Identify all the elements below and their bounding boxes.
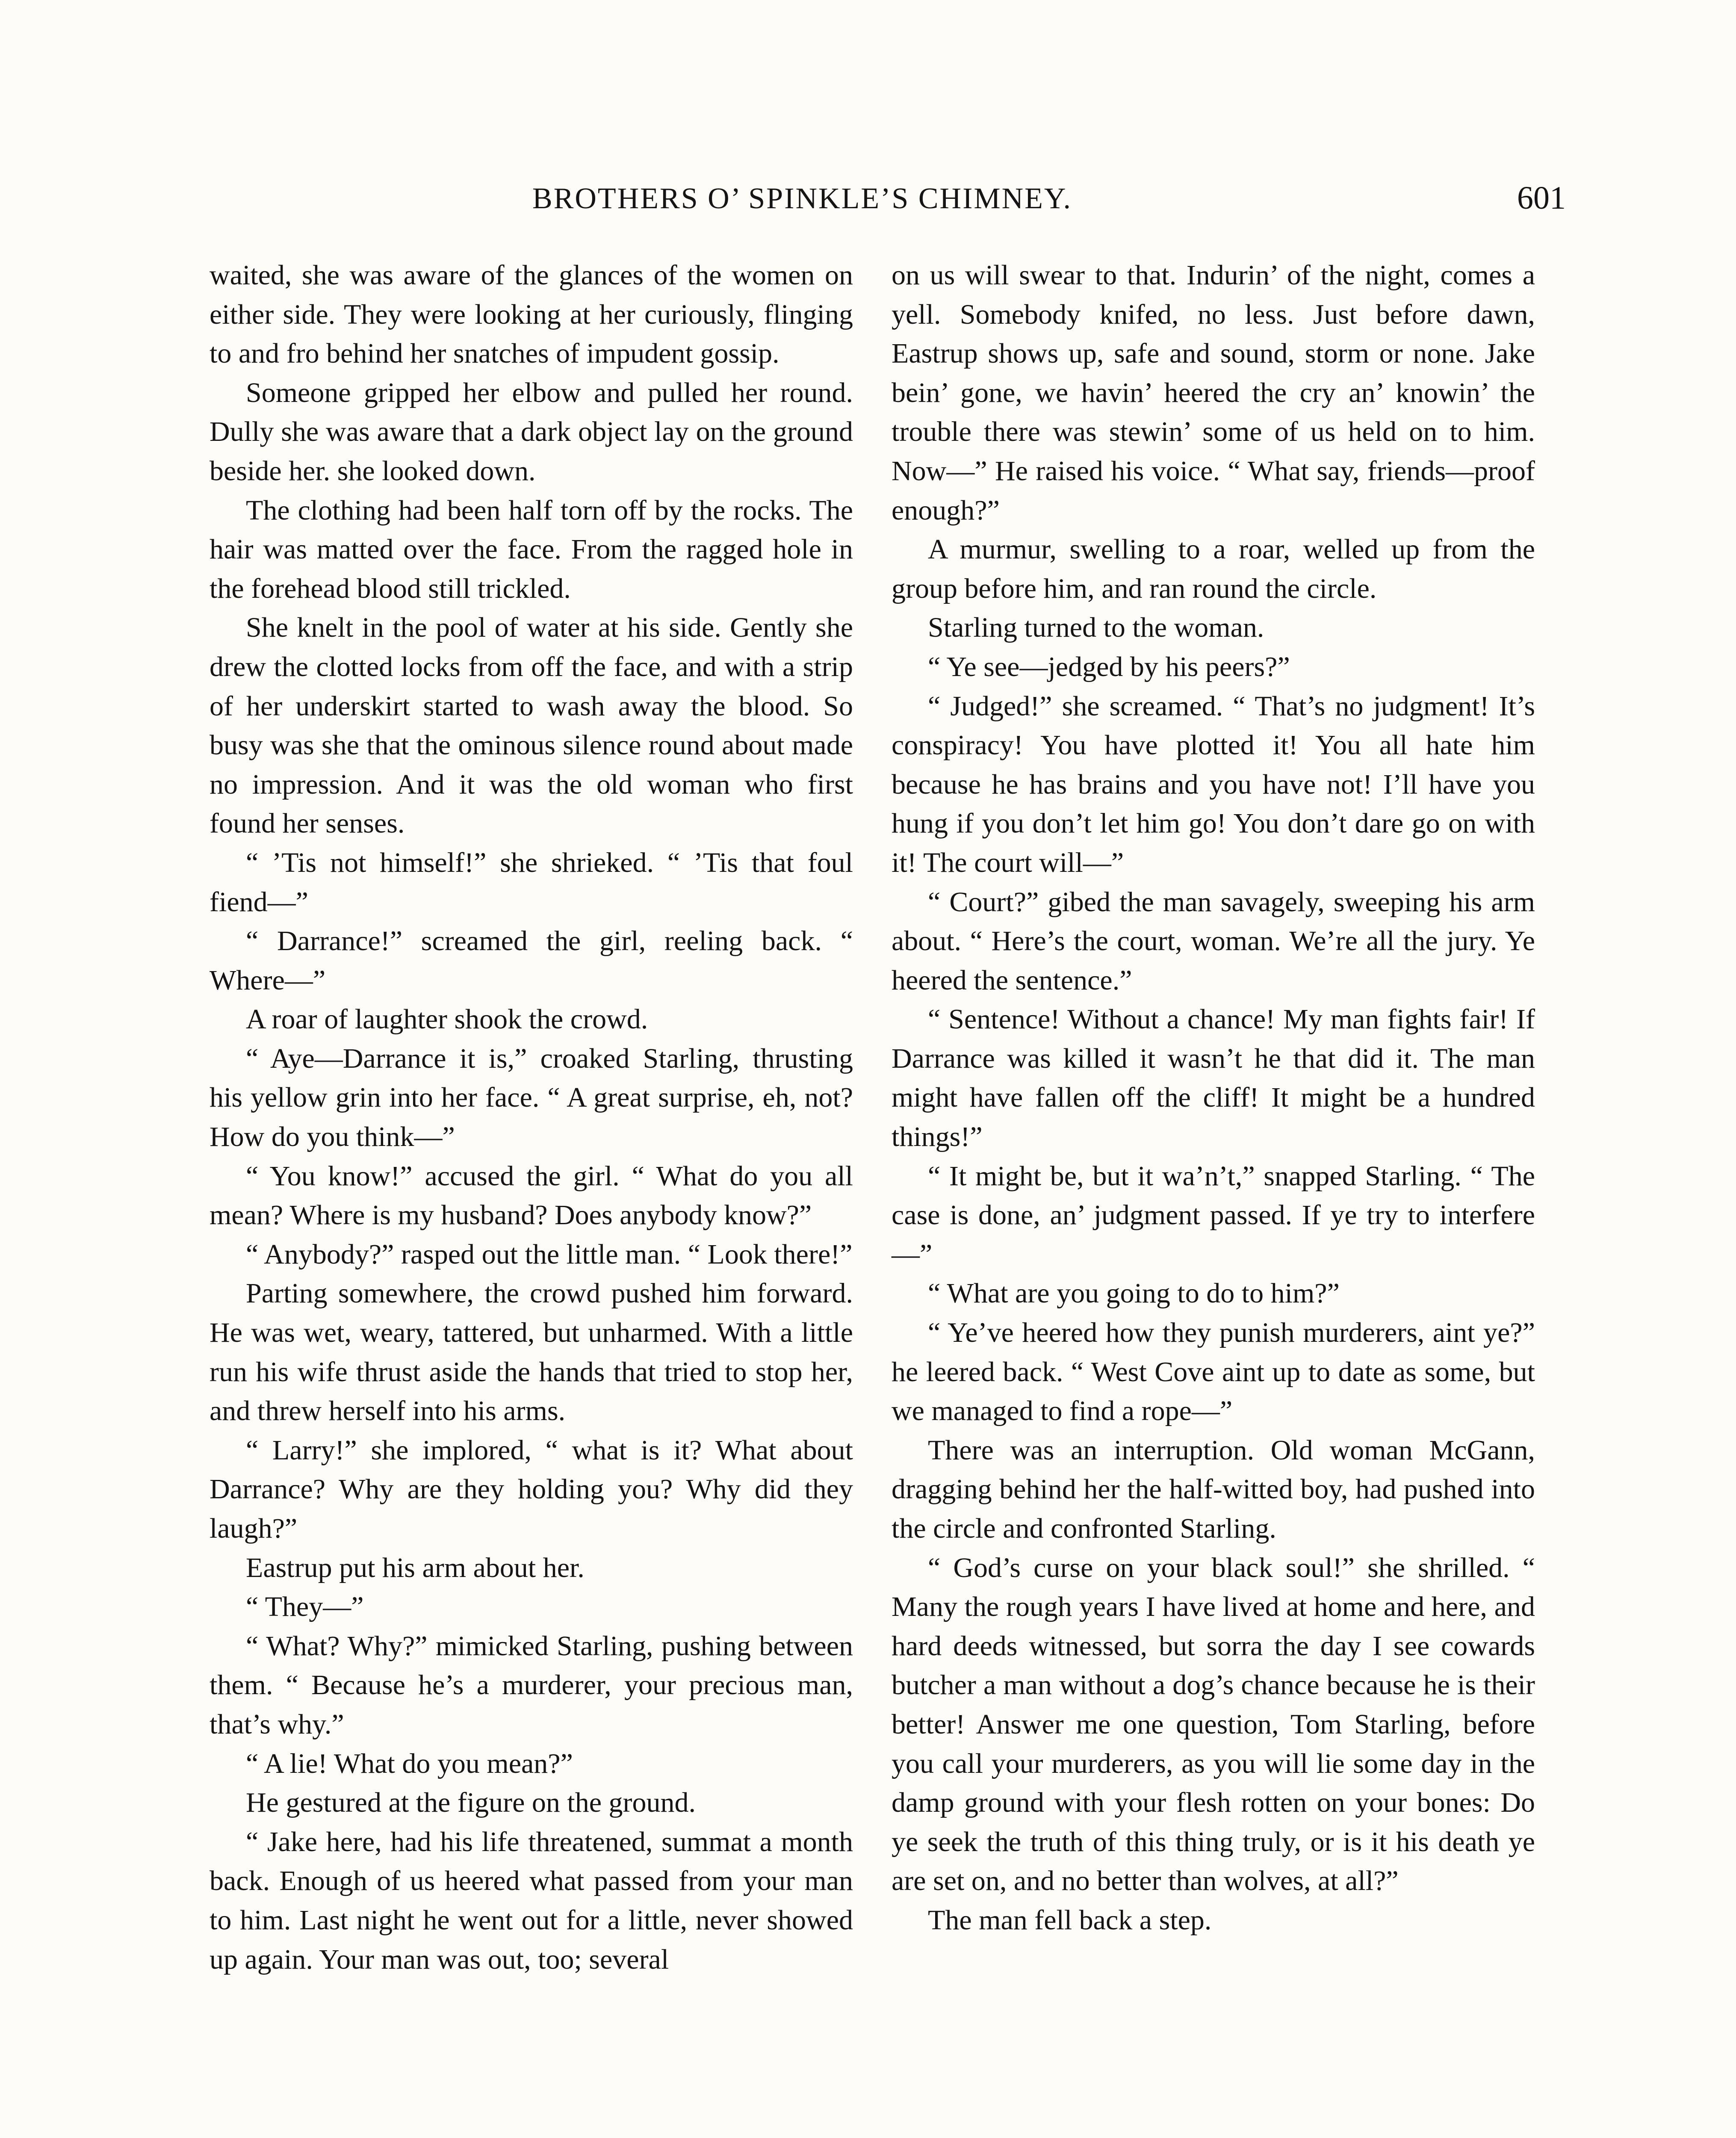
page-number: 601 <box>1517 180 1566 216</box>
paragraph: “ Ye’ve heered how they punish murderers, aint ye?” he leered back. “ West Cove aint up to date as some, but we managed to find a rope—” <box>892 1317 1535 1427</box>
paragraph: “ What? Why?” mimicked Starling, pushing between them. “ Because he’s a murderer, your precious man, that’s why.” <box>210 1630 853 1740</box>
right-column <box>892 256 1535 1940</box>
paragraph: waited, she was aware of the glances of the women on either side. They were looking at her curiously, flinging to and fro behind her snatches of impudent gossip. <box>210 260 853 369</box>
paragraph: A murmur, swelling to a roar, welled up from the group before him, and ran round the circle. <box>892 534 1535 604</box>
paragraph: “ God’s curse on your black soul!” she shrilled. “ Many the rough years I have lived at home and here, and hard deeds witnessed, but sorra the day I see cowards butcher a man without a dog’s chance because he is their better! Answer me one question, Tom Starling, before you call your murderers, as you will lie some day in the damp ground with your flesh rotten on your bones: Do ye seek the truth of this thing truly, or is it his death ye are set on, and no better than wolves, at all?” <box>892 1552 1535 1897</box>
paragraph: A roar of laughter shook the crowd. <box>246 1004 648 1035</box>
paragraph: “ They—” <box>246 1591 364 1623</box>
paragraph: “ You know!” accused the girl. “ What do you all mean? Where is my husband? Does anybody know?” <box>210 1160 853 1231</box>
paragraph: The clothing had been half torn off by the rocks. The hair was matted over the face. From the ragged hole in the forehead blood still trickled. <box>210 494 853 604</box>
paragraph: “ Larry!” she implored, “ what is it? What about Darrance? Why are they holding you? Why did they laugh?” <box>210 1434 853 1544</box>
paragraph: “ Jake here, had his life threatened, summat a month back. Enough of us heered what passed from your man to him. Last night he went out for a little, never showed up again. Your man was out, too; several <box>210 1826 853 1975</box>
paragraph: “ A lie! What do you mean?” <box>246 1748 573 1779</box>
paragraph: Starling turned to the woman. <box>928 612 1264 644</box>
paragraph: “ Darrance!” screamed the girl, reeling back. “ Where—” <box>210 925 853 996</box>
paragraph: Eastrup put his arm about her. <box>246 1552 585 1583</box>
paragraph: “ ’Tis not himself!” she shrieked. “ ’Tis that foul fiend—” <box>210 847 853 918</box>
paragraph: Parting somewhere, the crowd pushed him forward. He was wet, weary, tattered, but unharmed. With a little run his wife thrust aside the hands that tried to stop her, and threw herself into his arms. <box>210 1278 853 1427</box>
paragraph: She knelt in the pool of water at his side. Gently she drew the clotted locks from off the face, and with a strip of her underskirt started to wash away the blood. So busy was she that the ominous silence round about made no impression. And it was the old woman who first found her senses. <box>210 612 853 839</box>
paragraph: “ Aye—Darrance it is,” croaked Starling, thrusting his yellow grin into her face. “ A great surprise, eh, not? How do you think—” <box>210 1042 853 1153</box>
paragraph: He gestured at the figure on the ground. <box>246 1787 696 1819</box>
paragraph: “ Court?” gibed the man savagely, sweeping his arm about. “ Here’s the court, woman. We’re all the jury. Ye heered the sentence.” <box>892 886 1535 996</box>
paragraph: The man fell back a step. <box>928 1904 1212 1936</box>
paragraph: “ Sentence! Without a chance! My man fights fair! If Darrance was killed it wasn’t he that did it. The man might have fallen off the cliff! It might be a hundred things!” <box>892 1004 1535 1153</box>
paragraph: “ Judged!” she screamed. “ That’s no judgment! It’s conspiracy! You have plotted it! You all hate him because he has brains and you have not! I’ll have you hung if you don’t let him go! You don’t dare go on with it! The court will—” <box>892 690 1535 878</box>
paragraph: “ It might be, but it wa’n’t,” snapped Starling. “ The case is done, an’ judgment passed. If ye try to interfere—” <box>892 1160 1535 1270</box>
paragraph: on us will swear to that. Indurin’ of the night, comes a yell. Somebody knifed, no less. Just before dawn, Eastrup shows up, safe and sound, storm or none. Jake bein’ gone, we havin’ heered the cry an’ knowin’ the trouble there was stewin’ some of us held on to him. Now—” He raised his voice. “ What say, friends—proof enough?” <box>892 260 1535 526</box>
paragraph: There was an interruption. Old woman McGann, dragging behind her the half-witted boy, had pushed into the circle and confronted Starling. <box>892 1434 1535 1544</box>
paragraph: Someone gripped her elbow and pulled her round. Dully she was aware that a dark object lay on the ground beside her. she looked down. <box>210 377 853 487</box>
paragraph: “ What are you going to do to him?” <box>928 1278 1340 1309</box>
running-header: BROTHERS O’ SPINKLE’S CHIMNEY. <box>532 182 1072 215</box>
left-column <box>210 256 853 1979</box>
paragraph: “ Anybody?” rasped out the little man. “ Look there!” <box>246 1238 853 1270</box>
paragraph: “ Ye see—jedged by his peers?” <box>928 651 1290 682</box>
